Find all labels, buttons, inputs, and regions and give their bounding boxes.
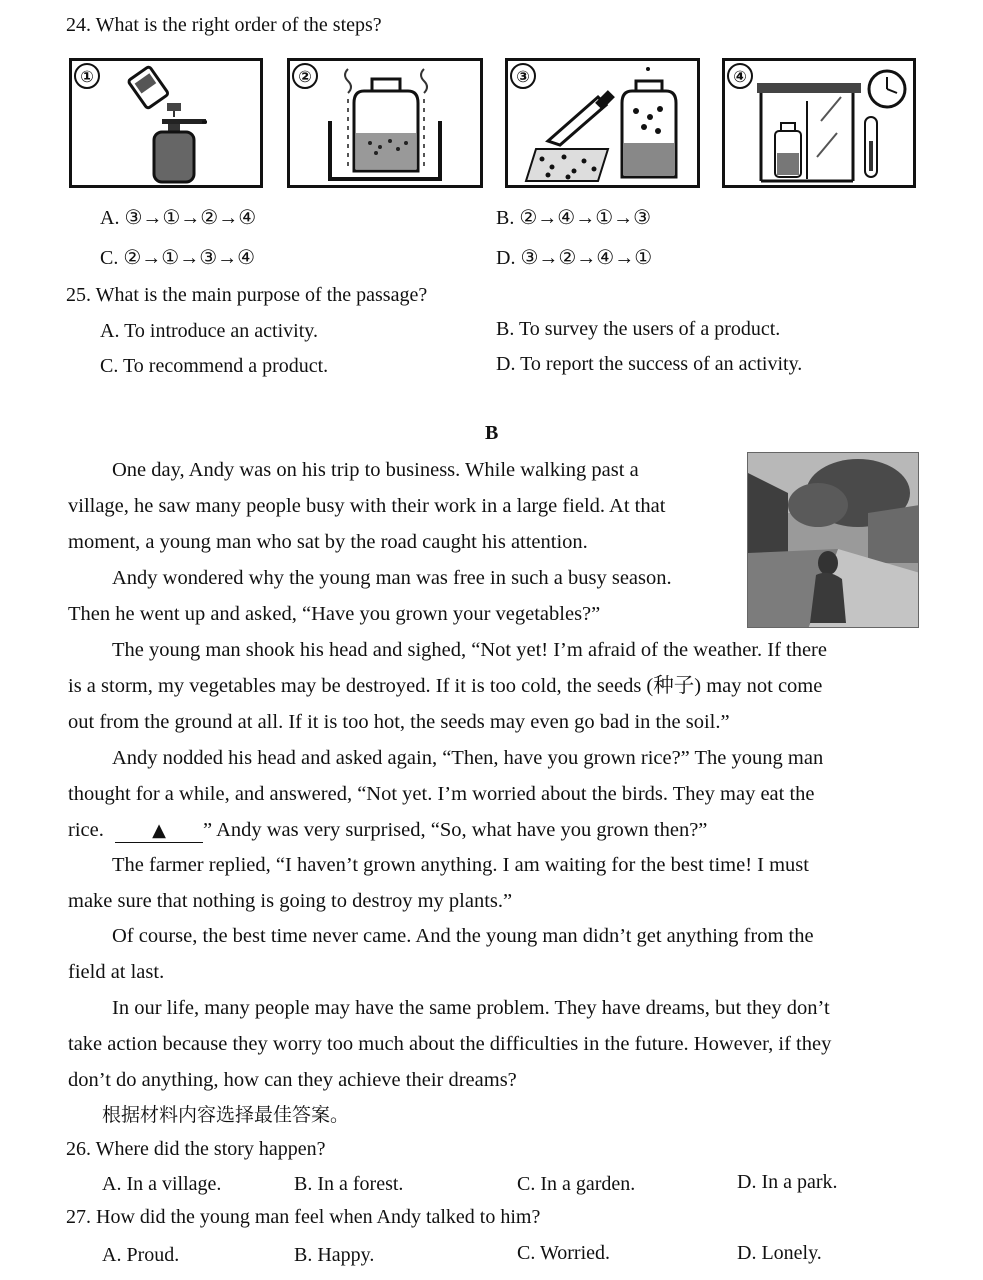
panel-number-1: ① [74,63,100,89]
answer-blank [115,819,203,843]
passage-line: take action because they worry too much about the difficulties in the future. However, if they [68,1033,832,1055]
passage-line [68,812,823,848]
q26-option-d: D. In a park. [737,1171,838,1193]
q26-option-a: A. In a village. [102,1173,222,1195]
passage-line: Of course, the best time never came. And the young man didn’t get anything from the [112,925,814,947]
passage-paragraph-2 [68,560,672,632]
question-25: 25. What is the main purpose of the passage? [66,284,428,306]
q24-option-c: C. ②→①→③→④ [100,247,256,269]
instruction-text: 根据材料内容选择最佳答案。 [102,1104,350,1126]
passage-paragraph-7 [68,990,831,1098]
q27-option-d: D. Lonely. [737,1242,822,1264]
passage-text: rice. [68,819,104,841]
panel-number-2: ② [292,63,318,89]
passage-line: Andy nodded his head and asked again, “Then, have you grown rice?” The young man [112,747,824,769]
passage-line: village, he saw many people busy with their work in a large field. At that [68,495,666,517]
young-man-by-road-image [748,453,919,628]
water-bath-illustration [290,61,480,185]
step-panel-3 [505,58,700,188]
section-heading: B [485,422,499,444]
q26-option-c: C. In a garden. [517,1173,636,1195]
passage-paragraph-1 [68,452,665,560]
panel-number-3: ③ [510,63,536,89]
q24-option-b: B. ②→④→①→③ [496,207,652,229]
passage-paragraph-5 [68,847,809,919]
triangle-icon: ▲ [152,820,166,841]
q24-option-a: A. ③→①→②→④ [100,207,257,229]
storage-window-illustration [725,61,913,185]
step-panel-1 [69,58,263,188]
step-panel-2 [287,58,483,188]
q24-option-d: D. ③→②→④→① [496,247,653,269]
passage-line: Then he went up and asked, “Have you grown your vegetables?” [68,603,601,625]
passage-line: Andy wondered why the young man was free in such a busy season. [112,567,672,589]
passage-line: The young man shook his head and sighed, “Not yet! I’m afraid of the weather. If there [112,639,827,661]
passage-paragraph-3 [68,632,827,740]
q27-option-a: A. Proud. [102,1244,180,1266]
passage-paragraph-6 [68,918,814,990]
question-24: 24. What is the right order of the steps? [66,14,382,36]
panel-number-4: ④ [727,63,753,89]
passage-line: One day, Andy was on his trip to business. While walking past a [112,459,639,481]
cutting-vegetables-illustration [508,61,697,185]
q25-option-a: A. To introduce an activity. [100,320,318,342]
passage-line: make sure that nothing is going to destroy my plants.” [68,890,513,912]
passage-line: moment, a young man who sat by the road caught his attention. [68,531,588,553]
question-27: 27. How did the young man feel when Andy talked to him? [66,1206,541,1228]
story-photo [747,452,919,628]
passage-paragraph-4 [68,740,823,848]
q25-option-d: D. To report the success of an activity. [496,353,803,375]
q25-option-b: B. To survey the users of a product. [496,318,781,340]
passage-line: out from the ground at all. If it is too hot, the seeds may even go bad in the soil.” [68,711,730,733]
passage-line: The farmer replied, “I haven’t grown anything. I am waiting for the best time! I must [112,854,809,876]
passage-line: field at last. [68,961,165,983]
passage-text: ” Andy was very surprised, “So, what have you grown then?” [202,819,708,841]
q26-option-b: B. In a forest. [294,1173,404,1195]
q25-option-c: C. To recommend a product. [100,355,329,377]
passage-line: thought for a while, and answered, “Not yet. I’m worried about the birds. They may eat the [68,783,815,805]
q27-option-b: B. Happy. [294,1244,375,1266]
step-panel-4 [722,58,916,188]
passage-line: don’t do anything, how can they achieve their dreams? [68,1069,517,1091]
question-26: 26. Where did the story happen? [66,1138,326,1160]
passage-line: is a storm, my vegetables may be destroyed. If it is too cold, the seeds (种子) may not come [68,675,823,697]
pour-into-bottle-illustration [72,61,260,185]
q27-option-c: C. Worried. [517,1242,611,1264]
passage-line: In our life, many people may have the same problem. They have dreams, but they don’t [112,997,830,1019]
